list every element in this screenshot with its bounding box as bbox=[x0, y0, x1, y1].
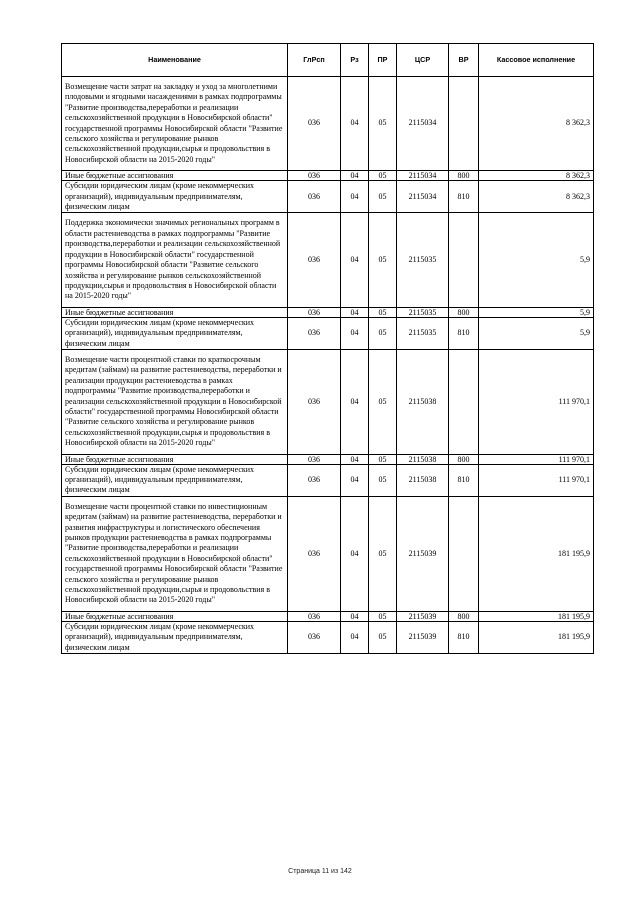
cell-pr: 05 bbox=[369, 349, 397, 454]
cell-name: Возмещение части процентной ставки по инвестиционным кредитам (займам) на развитие растениеводства, переработки и развития инфраструктуры и логистического обеспечения рынков продукции растениеводства в рамках подпрограммы "Развитие производства,переработки и реализации сельскохозяйственной продукции в Новосибирской области" государственной программы Новосибирской области "Развитие сельского хозяйства и регулирование рынков сельскохозяйственной продукции,сырья и продовольствия в Новосибирской области на 2015-2020 годы" bbox=[62, 496, 288, 611]
cell-rz: 04 bbox=[341, 454, 369, 464]
header-vr: ВР bbox=[449, 44, 479, 77]
cell-vr bbox=[449, 349, 479, 454]
cell-glrsp: 036 bbox=[288, 611, 341, 621]
table-row bbox=[62, 349, 594, 454]
cell-pr: 05 bbox=[369, 611, 397, 621]
cell-amount: 111 970,1 bbox=[479, 464, 594, 496]
budget-table bbox=[61, 43, 594, 654]
cell-amount: 181 195,9 bbox=[479, 496, 594, 611]
cell-vr: 800 bbox=[449, 454, 479, 464]
cell-rz: 04 bbox=[341, 171, 369, 181]
cell-name: Субсидии юридическим лицам (кроме некоммерческих организаций), индивидуальным предпринимателям, физическим лицам bbox=[62, 317, 288, 349]
header-pr: ПР bbox=[369, 44, 397, 77]
cell-vr: 810 bbox=[449, 317, 479, 349]
cell-csr: 2115035 bbox=[397, 307, 449, 317]
cell-glrsp: 036 bbox=[288, 349, 341, 454]
cell-name: Субсидии юридическим лицам (кроме некоммерческих организаций), индивидуальным предпринимателям, физическим лицам bbox=[62, 621, 288, 653]
cell-rz: 04 bbox=[341, 349, 369, 454]
header-name: Наименование bbox=[62, 44, 288, 77]
cell-glrsp: 036 bbox=[288, 171, 341, 181]
cell-amount: 5,9 bbox=[479, 317, 594, 349]
cell-rz: 04 bbox=[341, 213, 369, 307]
cell-amount: 5,9 bbox=[479, 213, 594, 307]
cell-amount: 181 195,9 bbox=[479, 611, 594, 621]
cell-name: Иные бюджетные ассигнования bbox=[62, 611, 288, 621]
cell-name: Субсидии юридическим лицам (кроме некоммерческих организаций), индивидуальным предпринимателям, физическим лицам bbox=[62, 181, 288, 213]
header-glrsp: ГлРсп bbox=[288, 44, 341, 77]
cell-amount: 111 970,1 bbox=[479, 454, 594, 464]
cell-pr: 05 bbox=[369, 307, 397, 317]
table-row bbox=[62, 496, 594, 611]
cell-glrsp: 036 bbox=[288, 181, 341, 213]
cell-glrsp: 036 bbox=[288, 621, 341, 653]
header-amount: Кассовое исполнение bbox=[479, 44, 594, 77]
cell-pr: 05 bbox=[369, 77, 397, 171]
cell-pr: 05 bbox=[369, 454, 397, 464]
cell-rz: 04 bbox=[341, 181, 369, 213]
cell-glrsp: 036 bbox=[288, 213, 341, 307]
cell-name: Субсидии юридическим лицам (кроме некоммерческих организаций), индивидуальным предпринимателям, физическим лицам bbox=[62, 464, 288, 496]
cell-csr: 2115034 bbox=[397, 181, 449, 213]
cell-rz: 04 bbox=[341, 77, 369, 171]
cell-pr: 05 bbox=[369, 464, 397, 496]
cell-glrsp: 036 bbox=[288, 77, 341, 171]
cell-pr: 05 bbox=[369, 621, 397, 653]
cell-vr: 800 bbox=[449, 611, 479, 621]
cell-glrsp: 036 bbox=[288, 454, 341, 464]
table-row bbox=[62, 621, 594, 653]
cell-vr: 800 bbox=[449, 171, 479, 181]
table-row bbox=[62, 77, 594, 171]
table-row bbox=[62, 464, 594, 496]
table-header-row bbox=[62, 44, 594, 77]
table-row bbox=[62, 181, 594, 213]
cell-csr: 2115039 bbox=[397, 611, 449, 621]
cell-pr: 05 bbox=[369, 171, 397, 181]
cell-csr: 2115035 bbox=[397, 317, 449, 349]
cell-csr: 2115038 bbox=[397, 454, 449, 464]
cell-csr: 2115035 bbox=[397, 213, 449, 307]
cell-csr: 2115038 bbox=[397, 349, 449, 454]
table-row bbox=[62, 454, 594, 464]
cell-name: Поддержка экономически значимых региональных программ в области растениеводства в рамках подпрограммы "Развитие производства,переработки и реализации сельскохозяйственной продукции в Новосибирской области" государственной программы Новосибирской области "Развитие сельского хозяйства и регулирование рынков сельскохозяйственной продукции,сырья и продовольствия в Новосибирской области на 2015-2020 годы" bbox=[62, 213, 288, 307]
cell-rz: 04 bbox=[341, 496, 369, 611]
page-number: Страница 11 из 142 bbox=[288, 868, 352, 875]
table-row bbox=[62, 307, 594, 317]
cell-rz: 04 bbox=[341, 307, 369, 317]
cell-pr: 05 bbox=[369, 317, 397, 349]
cell-amount: 8 362,3 bbox=[479, 171, 594, 181]
cell-rz: 04 bbox=[341, 317, 369, 349]
header-rz: Рз bbox=[341, 44, 369, 77]
cell-csr: 2115038 bbox=[397, 464, 449, 496]
cell-amount: 111 970,1 bbox=[479, 349, 594, 454]
cell-amount: 181 195,9 bbox=[479, 621, 594, 653]
cell-csr: 2115034 bbox=[397, 77, 449, 171]
cell-amount: 8 362,3 bbox=[479, 181, 594, 213]
cell-vr: 810 bbox=[449, 621, 479, 653]
cell-pr: 05 bbox=[369, 213, 397, 307]
cell-name: Иные бюджетные ассигнования bbox=[62, 307, 288, 317]
cell-vr bbox=[449, 496, 479, 611]
cell-name: Возмещение части процентной ставки по краткосрочным кредитам (займам) на развитие растениеводства, переработки и реализации продукции растениеводства в рамках подпрограммы "Развитие производства,переработки и реализации сельскохозяйственной продукции в Новосибирской области" государственной программы Новосибирской области "Развитие сельского хозяйства и регулирование рынков сельскохозяйственной продукции,сырья и продовольствия в Новосибирской области на 2015-2020 годы" bbox=[62, 349, 288, 454]
table-row bbox=[62, 611, 594, 621]
cell-vr bbox=[449, 213, 479, 307]
cell-csr: 2115039 bbox=[397, 621, 449, 653]
cell-amount: 8 362,3 bbox=[479, 77, 594, 171]
cell-name: Возмещение части затрат на закладку и уход за многолетними плодовыми и ягодными насаждениями в рамках подпрограммы "Развитие производства,переработки и реализации сельскохозяйственной продукции в Новосибирской области" государственной программы Новосибирской области "Развитие сельского хозяйства и регулирование рынков сельскохозяйственной продукции,сырья и продовольствия в Новосибирской области на 2015-2020 годы" bbox=[62, 77, 288, 171]
cell-pr: 05 bbox=[369, 181, 397, 213]
cell-glrsp: 036 bbox=[288, 317, 341, 349]
cell-vr: 800 bbox=[449, 307, 479, 317]
cell-vr: 810 bbox=[449, 464, 479, 496]
cell-name: Иные бюджетные ассигнования bbox=[62, 454, 288, 464]
table-row bbox=[62, 171, 594, 181]
cell-rz: 04 bbox=[341, 621, 369, 653]
cell-csr: 2115039 bbox=[397, 496, 449, 611]
header-csr: ЦСР bbox=[397, 44, 449, 77]
cell-glrsp: 036 bbox=[288, 496, 341, 611]
cell-glrsp: 036 bbox=[288, 464, 341, 496]
table-row bbox=[62, 213, 594, 307]
cell-vr: 810 bbox=[449, 181, 479, 213]
cell-name: Иные бюджетные ассигнования bbox=[62, 171, 288, 181]
table-row bbox=[62, 317, 594, 349]
cell-vr bbox=[449, 77, 479, 171]
cell-csr: 2115034 bbox=[397, 171, 449, 181]
cell-pr: 05 bbox=[369, 496, 397, 611]
cell-rz: 04 bbox=[341, 464, 369, 496]
cell-rz: 04 bbox=[341, 611, 369, 621]
cell-amount: 5,9 bbox=[479, 307, 594, 317]
cell-glrsp: 036 bbox=[288, 307, 341, 317]
